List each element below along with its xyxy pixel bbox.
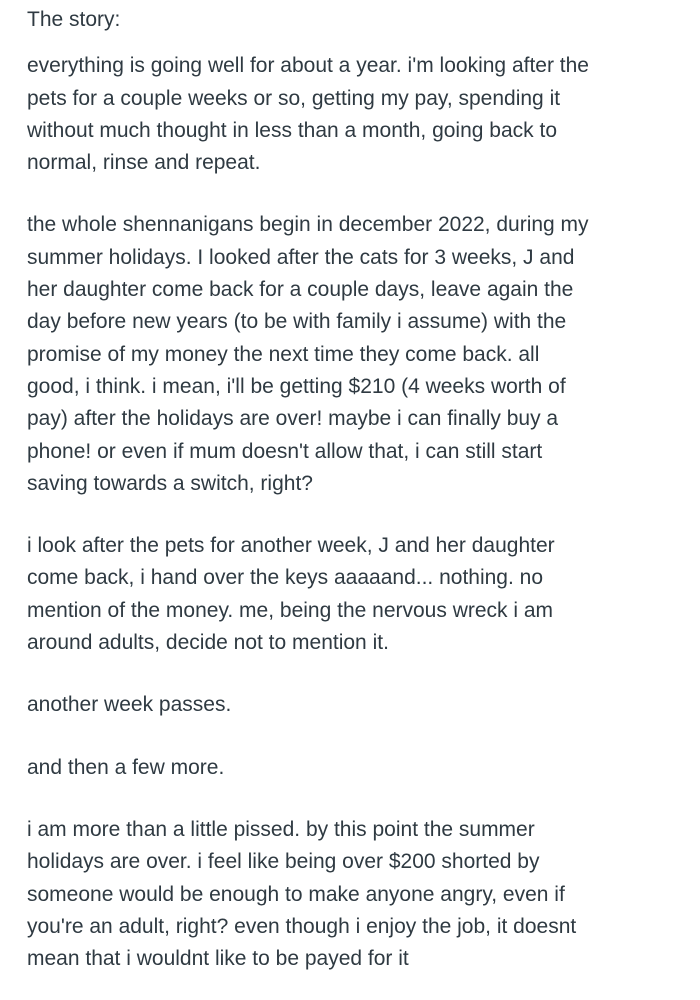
paragraph [27,530,673,659]
text-line: come back, i hand over the keys aaaaand... nothing. no [27,566,544,590]
text-line: holidays are over. i feel like being over $200 shorted by [27,850,540,874]
text-line: phone! or even if mum doesn't allow that, i can still start [27,439,543,463]
text-line: and then a few more. [27,755,225,779]
text-line: everything is going well for about a year. i'm looking after the [27,54,589,78]
title-text: The story: [27,8,121,31]
text-line: another week passes. [27,693,232,717]
text-line: without much thought in less than a month, going back to [27,118,557,142]
paragraph [27,689,673,721]
text-line: i look after the pets for another week, J and her daughter [27,534,555,558]
text-line: around adults, decide not to mention it. [27,631,389,655]
text-line: mention of the money. me, being the nervous wreck i am [27,598,554,622]
text-line: pay) after the holidays are over! maybe i can finally buy a [27,407,559,431]
text-line: someone would be enough to make anyone angry, even if [27,882,565,906]
text-line: i am more than a little pissed. by this point the summer [27,817,535,841]
paragraph [27,814,673,975]
text-line: you're an adult, right? even though i enjoy the job, it doesnt [27,914,577,938]
text-line: saving towards a switch, right? [27,471,313,495]
paragraph [27,752,673,784]
paragraph [27,50,673,179]
text-line: promise of my money the next time they come back. all [27,342,540,366]
text-line: pets for a couple weeks or so, getting my pay, spending it [27,86,561,110]
text-line: summer holidays. I looked after the cats for 3 weeks, J and [27,245,575,269]
text-line: her daughter come back for a couple days, leave again the [27,278,574,302]
text-line: good, i think. i mean, i'll be getting $210 (4 weeks worth of [27,374,566,398]
story-title [27,4,673,36]
paragraph [27,209,673,500]
text-line: day before new years (to be with family i assume) with the [27,310,567,334]
text-line: the whole shennanigans begin in december 2022, during my [27,213,589,237]
story-body [27,50,673,975]
text-line: normal, rinse and repeat. [27,151,261,175]
text-line: mean that i wouldnt like to be payed for it [27,947,409,971]
